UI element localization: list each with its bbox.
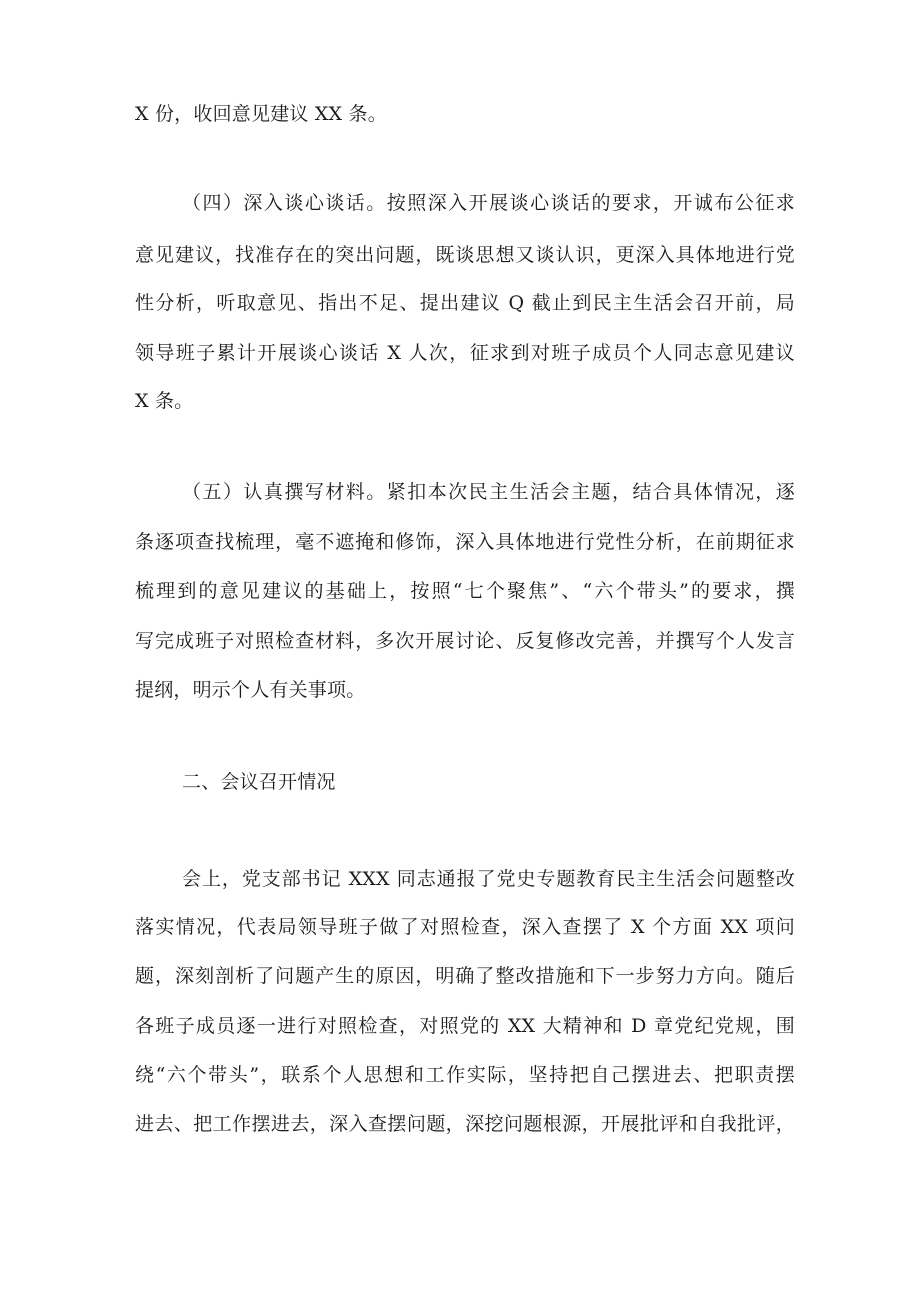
- paragraph-line: 会上，党支部书记 XXX 同志通报了党史专题教育民主生活会问题整改: [182, 868, 795, 890]
- paragraph-line: 领导班子累计开展谈心谈话 X 人次，征求到对班子成员个人同志意见建议: [135, 342, 795, 364]
- paragraph-line: 绕“六个带头”，联系个人思想和工作实际，坚持把自己摆进去、把职责摆: [135, 1064, 795, 1086]
- paragraph-line: 意见建议，找准存在的突出问题，既谈思想又谈认识，更深入具体地进行党: [135, 244, 795, 266]
- paragraph-line: 梳理到的意见建议的基础上，按照“七个聚焦”、“六个带头”的要求，撰: [135, 580, 795, 602]
- paragraph-line: 进去、把工作摆进去，深入查摆问题，深挖问题根源，开展批评和自我批评，: [135, 1113, 795, 1135]
- paragraph-line: （四）深入谈心谈话。按照深入开展谈心谈话的要求，开诚布公征求: [182, 192, 795, 214]
- paragraph-line: 性分析，听取意见、指出不足、提出建议 Q 截止到民主生活会召开前，局: [135, 292, 795, 314]
- paragraph-line: （五）认真撰写材料。紧扣本次民主生活会主题，结合具体情况，逐: [182, 481, 795, 503]
- paragraph-line: 各班子成员逐一进行对照检查，对照党的 XX 大精神和 D 章党纪党规，围: [135, 1015, 795, 1037]
- paragraph-line: 落实情况，代表局领导班子做了对照检查，深入查摆了 X 个方面 XX 项问: [135, 916, 795, 938]
- paragraph-line: X 份，收回意见建议 XX 条。: [135, 103, 387, 125]
- paragraph-line: 题，深刻剖析了问题产生的原因，明确了整改措施和下一步努力方向。随后: [135, 965, 795, 987]
- section-heading: 二、会议召开情况: [182, 771, 336, 793]
- paragraph-line: 写完成班子对照检查材料，多次开展讨论、反复修改完善，并撰写个人发言: [135, 630, 795, 652]
- paragraph-line: 提纲，明示个人有关事项。: [135, 679, 366, 701]
- paragraph-line: 条逐项查找梳理，毫不遮掩和修饰，深入具体地进行党性分析，在前期征求: [135, 531, 795, 553]
- paragraph-line: X 条。: [135, 390, 194, 412]
